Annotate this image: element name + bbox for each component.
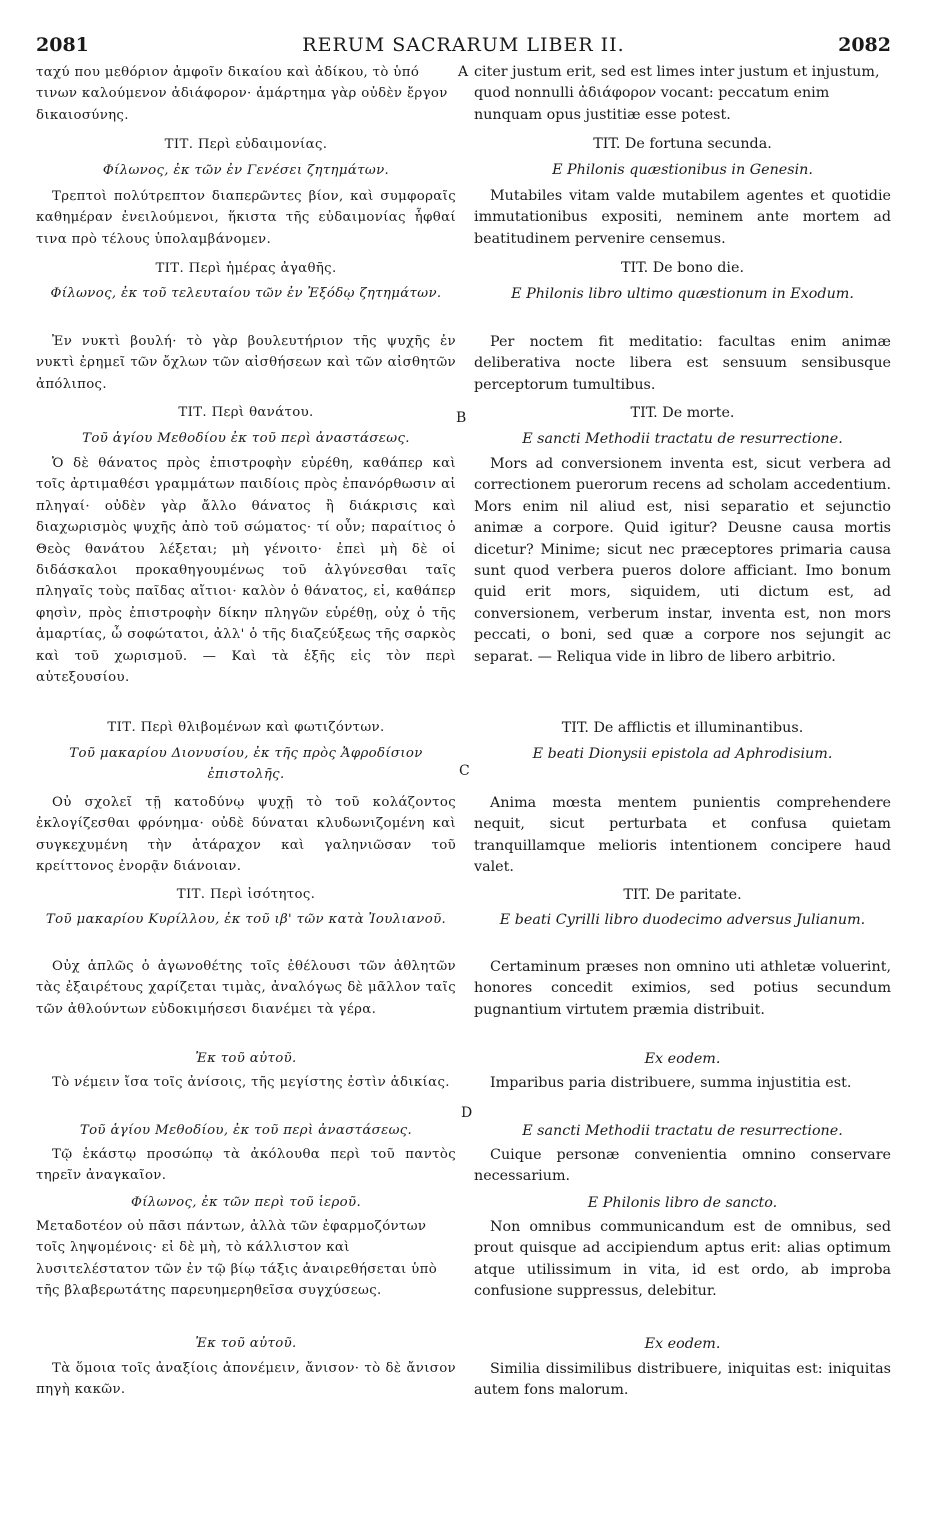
section-title: TIT. De bono die.: [620, 260, 745, 276]
greek-paragraph: Τὰ ὅμοια τοῖς ἀναξίοις ἀπονέμειν, ἄνισον· τὸ δὲ ἄνισον πηγὴ κακῶν.: [36, 1361, 456, 1398]
latin-paragraph: Anima mœsta mentem punientis comprehendere nequit, sicut perturbata et confusa quietam tranquillamque melioris intentionem concipere haud valet.: [474, 795, 891, 876]
source-heading: Φίλωνος, ἐκ τῶν ἐν Γενέσει ζητημάτων.: [102, 163, 390, 178]
source-heading: E sancti Methodii tractatu de resurrectione.: [522, 431, 843, 447]
section-title: ΤΙΤ. Περὶ θλιβομένων καὶ φωτιζόντων.: [107, 720, 385, 735]
greek-paragraph: Τὸ νέμειν ἴσα τοῖς ἀνίσοις, τῆς μεγίστης ἐστὶν ἀδικίας.: [52, 1075, 450, 1090]
latin-continuation: citer justum erit, sed est limes inter justum et injustum, quod nonnulli ἀδιάφορον vocant: peccatum enim nunquam opus justitiæ esse potest.: [474, 64, 880, 123]
source-heading: Ἐκ τοῦ αὐτοῦ.: [195, 1336, 297, 1351]
margin-marker-b: B: [456, 410, 467, 426]
greek-paragraph: Τῷ ἑκάστῳ προσώπῳ τὰ ἀκόλουθα περὶ τοῦ παντὸς τηρεῖν ἀναγκαῖον.: [36, 1147, 456, 1184]
source-heading: Τοῦ μακαρίου Κυρίλλου, ἐκ τοῦ ιβ' τῶν κατὰ Ἰουλιανοῦ.: [45, 912, 447, 927]
latin-paragraph: Mors ad conversionem inventa est, sicut verbera ad correctionem puerorum recens ad scholam accedentium. Mors enim nil aliud est, nisi separatio et sejunctio animæ a corpore. Quid igitur? Deusne causa mortis dicetur? Minime; sicut nec præceptores primaria causa sunt quod verbera pueros dolore afficiant. Imo bonum quid erit mors, siquidem, uti dictum est, ad conversionem, verberum instar, inventa est, non mors peccati, o boni, sed quæ a corpore nos sejungit ac separat. — Reliqua vide in libro de libero arbitrio.: [474, 456, 891, 665]
section-title: TIT. De afflictis et illuminantibus.: [561, 720, 804, 736]
latin-paragraph: Imparibus paria distribuere, summa injustitia est.: [490, 1075, 852, 1091]
source-heading: E beati Cyrilli libro duodecimo adversus Julianum.: [499, 912, 866, 928]
margin-marker-c: C: [459, 763, 470, 779]
margin-marker-d: D: [461, 1105, 473, 1121]
source-heading: E beati Dionysii epistola ad Aphrodisium.: [532, 746, 833, 762]
latin-paragraph: Similia dissimilibus distribuere, iniquitas est: iniquitas autem fons malorum.: [474, 1361, 891, 1399]
latin-paragraph: Mutabiles vitam valde mutabilem agentes et quotidie immutationibus expositi, neminem ante mortem ad beatitudinem pervenire censemus.: [474, 188, 891, 247]
latin-paragraph: Certaminum præses non omnino uti athletæ voluerint, honores concedit eximios, sed potius secundum pugnantium virtutem præmia distribuit.: [474, 959, 891, 1018]
greek-paragraph: Ὁ δὲ θάνατος πρὸς ἐπιστροφὴν εὑρέθη, καθάπερ καὶ τοῖς ἀρτιμαθέσι γραμμάτων παιδίοις πρὸς ἐπανόρθωσιν αἱ πληγαί· οὐδὲν γὰρ ἄλλο θάνατος ἢ διάκρισις καὶ διαχωρισμὸς ψυχῆς ἀπὸ τοῦ σώματος· τί οὖν; παραίτιος ὁ Θεὸς θανάτου λέξεται; μὴ γένοιτο· ἐπεὶ μὴ δὲ οἱ διδάσκαλοι προκαθηγουμένως τοῦ ἀλγύνεσθαι ταῖς πληγαῖς τοὺς παῖδας αἴτιοι· καλὸν ὁ θάνατος, εἰ, καθάπερ φησὶν, πρὸς ἐπιστροφὴν δίκην πληγῶν εὑρέθῃ, οὐχ ὁ τῆς ἁμαρτίας, ὦ σοφώτατοι, ἀλλ' ὁ τῆς διαζεύξεως τῆς σαρκὸς καὶ τοῦ χωρισμοῦ. — Καὶ τὰ ἑξῆς εἰς τὸν περὶ αὐτεξουσίου.: [36, 456, 456, 686]
margin-marker-a: A: [458, 64, 469, 80]
source-heading: Τοῦ ἁγίου Μεθοδίου ἐκ τοῦ περὶ ἀναστάσεως.: [82, 431, 410, 446]
source-heading: Φίλωνος, ἐκ τοῦ τελευταίου τῶν ἐν Ἐξόδῳ ζητημάτων.: [50, 286, 442, 301]
page-header: [36, 34, 891, 60]
source-heading: E Philonis quæstionibus in Genesin.: [552, 162, 813, 178]
source-heading: Ἐκ τοῦ αὐτοῦ.: [195, 1051, 297, 1066]
section-title: ΤΙΤ. Περὶ εὐδαιμονίας.: [164, 137, 328, 152]
running-title: RERUM SACRARUM LIBER II.: [302, 34, 625, 56]
section-title: TIT. De paritate.: [623, 887, 742, 903]
greek-paragraph: Τρεπτοὶ πολύτρεπτον διαπερῶντες βίον, καὶ συμφοραῖς καθημέραν ἐνειλούμενοι, ἥκιστα τῆς εὐδαιμονίας ἧφθαί τινα πρὸ τέλους ὑπολαμβάνομεν.: [36, 189, 456, 247]
section-title: ΤΙΤ. Περὶ θανάτου.: [178, 405, 314, 420]
source-heading: Ex eodem.: [644, 1336, 721, 1352]
section-title: TIT. De morte.: [630, 405, 735, 421]
source-heading: E Philonis libro ultimo quæstionum in Exodum.: [511, 286, 854, 302]
section-title: ΤΙΤ. Περὶ ἡμέρας ἀγαθῆς.: [155, 261, 337, 276]
latin-paragraph: Per noctem fit meditatio: facultas enim animæ deliberativa nocte libera est sensuum sensibusque perceptorum tumultibus.: [474, 334, 891, 393]
latin-paragraph: Cuique personæ convenientia omnino conservare necessarium.: [474, 1147, 891, 1185]
latin-column: [474, 62, 891, 1402]
source-heading: Φίλωνος, ἐκ τῶν περὶ τοῦ ἱεροῦ.: [130, 1195, 362, 1210]
greek-paragraph: Μεταδοτέον οὐ πᾶσι πάντων, ἀλλὰ τῶν ἐφαρμοζόντων τοῖς ληψομένοις· εἰ δὲ μὴ, τὸ κάλλιστον καὶ λυσιτελέστατον τῶν ἐν τῷ βίῳ τάξις ἀναιρεθήσεται ὑπὸ τῆς βλαβερωτάτης παρευημερηθεῖσα συγχύσεως.: [36, 1219, 438, 1299]
section-title: TIT. De fortuna secunda.: [593, 136, 772, 152]
greek-column: [36, 62, 456, 1401]
source-heading: E sancti Methodii tractatu de resurrectione.: [522, 1123, 843, 1139]
source-heading: Τοῦ μακαρίου Διονυσίου, ἐκ τῆς πρὸς Ἀφροδίσιον ἐπιστολῆς.: [69, 746, 423, 783]
page-number-right: 2082: [838, 34, 891, 56]
source-heading: E Philonis libro de sancto.: [587, 1195, 778, 1211]
section-title: ΤΙΤ. Περὶ ἰσότητος.: [176, 887, 316, 902]
greek-paragraph: Οὐχ ἁπλῶς ὁ ἀγωνοθέτης τοῖς ἐθέλουσι τῶν ἀθλητῶν τὰς ἐξαιρέτους χαρίζεται τιμὰς, ἀναλόγως δὲ μᾶλλον ταῖς τῶν ἀθλούντων εὐδοκιμήσεσι διανέμει τὰ γέρα.: [36, 959, 456, 1017]
source-heading: Τοῦ ἁγίου Μεθοδίου, ἐκ τοῦ περὶ ἀναστάσεως.: [79, 1123, 413, 1138]
page-number-left: 2081: [36, 34, 89, 56]
greek-paragraph: Ἐν νυκτὶ βουλή· τὸ γὰρ βουλευτήριον τῆς ψυχῆς ἐν νυκτὶ ἐρημεῖ τῶν ὄχλων τῶν αἰσθήσεων καὶ τῶν αἰσθητῶν ἀπόλιπος.: [36, 334, 456, 392]
greek-paragraph: Οὐ σχολεῖ τῇ κατοδύνῳ ψυχῇ τὸ τοῦ κολάζοντος ἐκλογίζεσθαι φρόνημα· οὐδὲ δύναται κλυδωνιζομένη καὶ συγκεχυμένη τὴν ἀτάραχον καὶ γαληνιῶσαν τοῦ κρείττονος ἐνορᾷν διάνοιαν.: [36, 795, 456, 875]
source-heading: Ex eodem.: [644, 1051, 721, 1067]
latin-paragraph: Non omnibus communicandum est de omnibus, sed prout quisque ad accipiendum aptus erit: alias optimum atque utilissimum in vita, id est ordo, ab improba confusione suppressus, delebitur.: [474, 1219, 891, 1300]
greek-continuation: ταχύ που μεθόριον ἀμφοῖν δικαίου καὶ ἀδίκου, τὸ ὑπό τινων καλούμενον ἀδιάφορον· ἁμάρτημα γὰρ οὐδὲν ἔργον δικαιοσύνης.: [36, 65, 448, 123]
